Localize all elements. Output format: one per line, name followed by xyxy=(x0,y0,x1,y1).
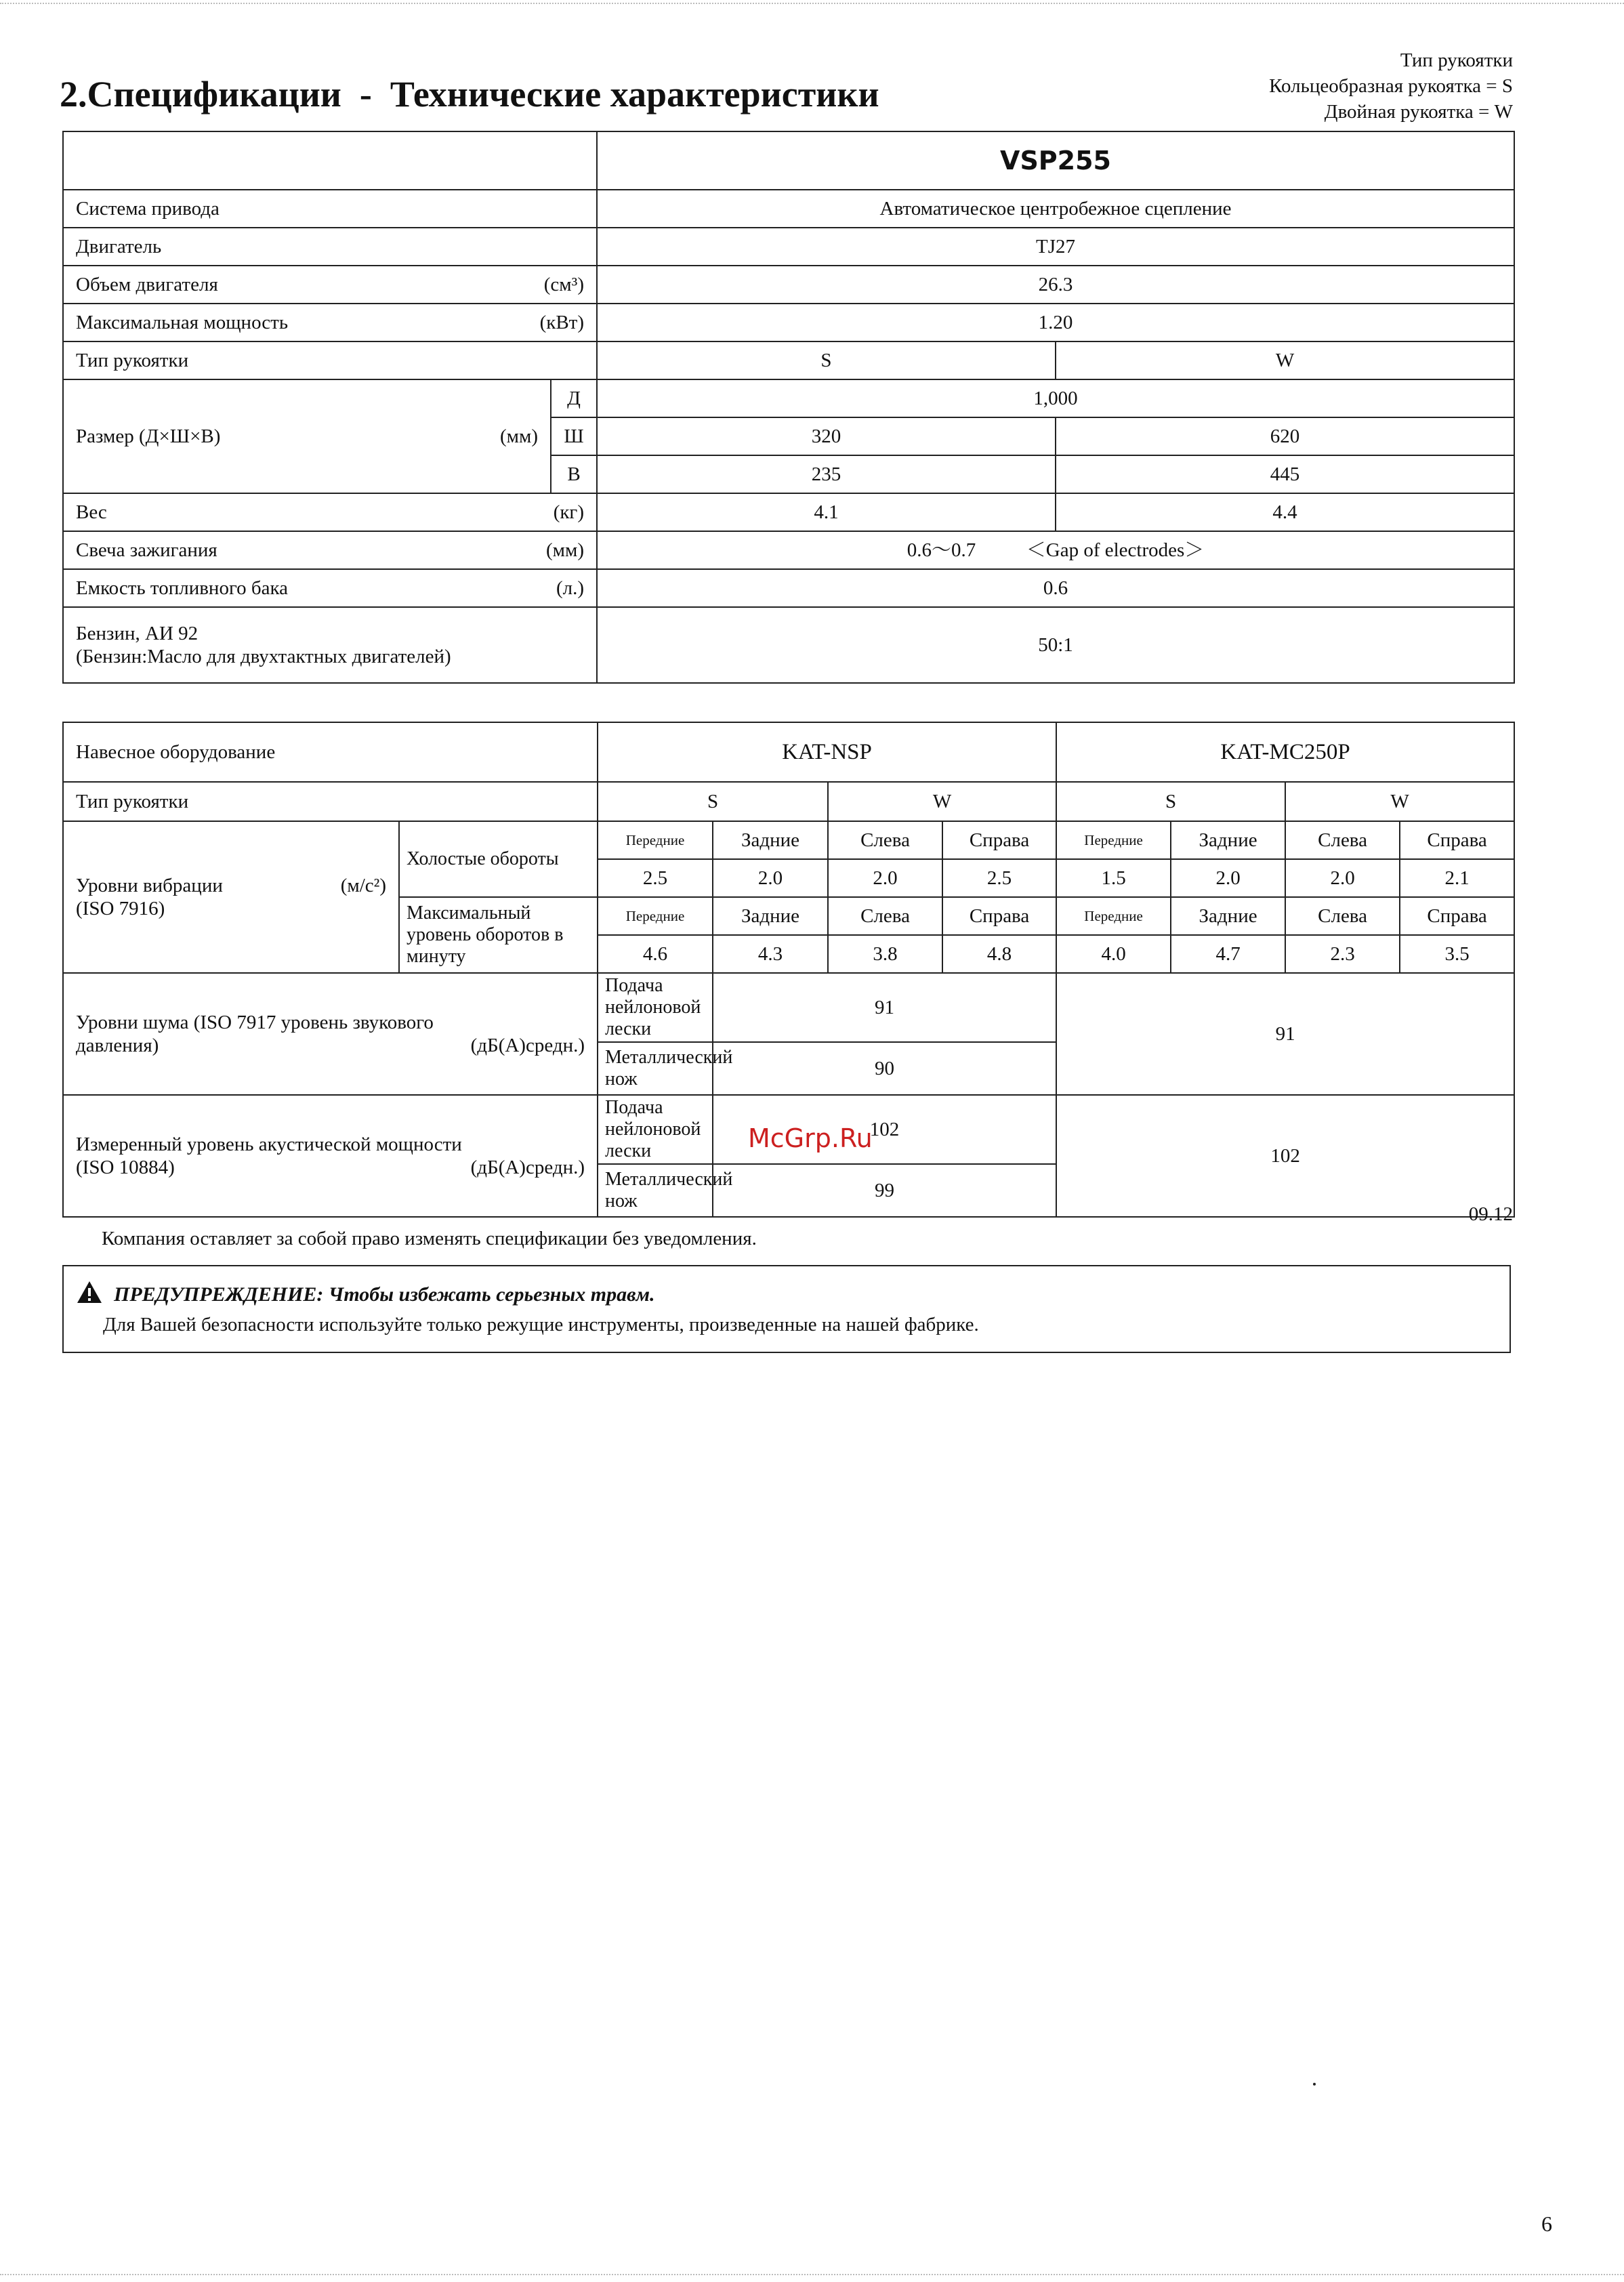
noise-label-1: Уровни шума (ISO 7917 уровень звукового xyxy=(76,1012,434,1033)
handle-type-key xyxy=(1269,47,1513,125)
scan-speck xyxy=(1313,2083,1316,2086)
size-length-key: Д xyxy=(551,379,597,417)
warning-title-row xyxy=(76,1280,655,1310)
vib-max-value: 4.0 xyxy=(1056,935,1171,973)
power-label: Максимальная мощность xyxy=(76,312,289,333)
weight-cell xyxy=(63,493,597,531)
vib-idle-value: 1.5 xyxy=(1056,859,1171,897)
equip-handle-mc-s: S xyxy=(1056,782,1285,821)
tank-label: Емкость топливного бака xyxy=(76,577,289,599)
size-label: Размер (Д×Ш×В) xyxy=(76,426,221,447)
power-value: 1.20 xyxy=(597,304,1514,341)
vib-position: Слева xyxy=(828,897,942,935)
equip-handle-nsp-w: W xyxy=(828,782,1056,821)
noise-metal-label: Металлический нож xyxy=(598,1042,713,1095)
weight-unit: (кг) xyxy=(553,501,584,523)
vib-idle-value: 2.0 xyxy=(713,859,828,897)
engine-label: Двигатель xyxy=(63,228,597,266)
vib-position: Справа xyxy=(1400,821,1514,859)
vibration-unit: (м/с²) xyxy=(340,875,386,896)
page-title: 2.Спецификации - Технические характеристики xyxy=(60,74,879,115)
displacement-value: 26.3 xyxy=(597,266,1514,304)
power-unit: (кВт) xyxy=(539,312,584,333)
watermark: McGrp.Ru xyxy=(748,1123,873,1153)
warning-body: Для Вашей безопасности используйте только режущие инструменты, произведенные на нашей фабрике. xyxy=(103,1314,979,1335)
vib-max-value: 2.3 xyxy=(1285,935,1400,973)
vib-idle-value: 2.0 xyxy=(828,859,942,897)
noise-label-2: давления) xyxy=(76,1035,159,1056)
warning-box xyxy=(62,1265,1511,1353)
vib-position: Задние xyxy=(1171,821,1285,859)
handle-s: S xyxy=(597,341,1056,379)
disclaimer: Компания оставляет за собой право изменять спецификации без уведомления. xyxy=(102,1228,757,1249)
model-name: VSP255 xyxy=(597,131,1514,190)
vib-max-value: 3.5 xyxy=(1400,935,1514,973)
fuel-label-1: Бензин, АИ 92 xyxy=(76,623,199,644)
vib-max-value: 4.3 xyxy=(713,935,828,973)
sound-power-unit: (дБ(А)средн.) xyxy=(470,1157,585,1178)
equip-handle-nsp-s: S xyxy=(598,782,828,821)
vib-idle-value: 2.5 xyxy=(598,859,713,897)
vib-position: Передние xyxy=(1056,821,1171,859)
vib-max-value: 4.8 xyxy=(942,935,1056,973)
size-height-key: В xyxy=(551,455,597,493)
sound-power-label-1: Измеренный уровень акустической мощности xyxy=(76,1134,462,1155)
handle-key-heading: Тип рукоятки xyxy=(1400,49,1513,71)
weight-label: Вес xyxy=(76,501,107,523)
vib-position: Слева xyxy=(1285,821,1400,859)
power-cell xyxy=(63,304,597,341)
vibration-standard: (ISO 7916) xyxy=(76,898,165,919)
vib-position: Передние xyxy=(1056,897,1171,935)
weight-s: 4.1 xyxy=(597,493,1056,531)
equipment-model-nsp: KAT-NSP xyxy=(598,722,1056,782)
vib-position: Слева xyxy=(1285,897,1400,935)
sound-power-label-cell xyxy=(63,1095,598,1217)
idle-label: Холостые обороты xyxy=(399,821,598,897)
spark-value-cell xyxy=(597,531,1514,569)
equip-handle-mc-w: W xyxy=(1285,782,1514,821)
weight-w: 4.4 xyxy=(1056,493,1514,531)
noise-mc250p-value: 91 xyxy=(1056,973,1514,1095)
size-width-s: 320 xyxy=(597,417,1056,455)
vib-position: Передние xyxy=(598,821,713,859)
vib-position: Справа xyxy=(942,821,1056,859)
vib-position: Задние xyxy=(1171,897,1285,935)
power-metal-value: 99 xyxy=(713,1164,1056,1217)
noise-metal-value: 90 xyxy=(713,1042,1056,1095)
size-width-w: 620 xyxy=(1056,417,1514,455)
power-metal-label: Металлический нож xyxy=(598,1164,713,1217)
power-mc250p-value: 102 xyxy=(1056,1095,1514,1217)
equipment-label: Навесное оборудование xyxy=(63,722,598,782)
vib-idle-value: 2.0 xyxy=(1171,859,1285,897)
handle-key-ring: Кольцеобразная рукоятка = S xyxy=(1269,75,1513,97)
noise-nylon-value: 91 xyxy=(713,973,1056,1042)
power-nylon-value: 102 xyxy=(713,1095,1056,1164)
handle-key-double: Двойная рукоятка = W xyxy=(1324,101,1513,123)
vib-position: Задние xyxy=(713,897,828,935)
spark-unit: (мм) xyxy=(545,539,584,561)
vib-max-value: 4.7 xyxy=(1171,935,1285,973)
vib-max-value: 3.8 xyxy=(828,935,942,973)
drive-label: Система привода xyxy=(63,190,597,228)
tank-unit: (л.) xyxy=(556,577,584,599)
engine-value: TJ27 xyxy=(597,228,1514,266)
size-cell xyxy=(63,379,551,493)
equip-handle-label: Тип рукоятки xyxy=(63,782,598,821)
noise-label-cell xyxy=(63,973,598,1095)
displacement-cell xyxy=(63,266,597,304)
drive-value: Автоматическое центробежное сцепление xyxy=(597,190,1514,228)
fuel-ratio: 50:1 xyxy=(597,607,1514,683)
vibration-label-cell xyxy=(63,821,399,973)
handle-w: W xyxy=(1056,341,1514,379)
vib-position: Справа xyxy=(1400,897,1514,935)
size-height-s: 235 xyxy=(597,455,1056,493)
spark-label: Свеча зажигания xyxy=(76,539,217,561)
spark-gap-value: 0.6～0.7 xyxy=(907,539,976,561)
spec-header-blank xyxy=(63,131,597,190)
vib-position: Слева xyxy=(828,821,942,859)
warning-title: ПРЕДУПРЕЖДЕНИЕ: Чтобы избежать серьезных травм. xyxy=(114,1283,655,1306)
tank-value: 0.6 xyxy=(597,569,1514,607)
vib-idle-value: 2.1 xyxy=(1400,859,1514,897)
size-width-key: Ш xyxy=(551,417,597,455)
spark-gap-note: ＜Gap of electrodes＞ xyxy=(1026,539,1205,561)
vib-max-value: 4.6 xyxy=(598,935,713,973)
vib-position: Справа xyxy=(942,897,1056,935)
handle-label: Тип рукоятки xyxy=(63,341,597,379)
scan-edge-top xyxy=(0,3,1624,4)
displacement-unit: (см³) xyxy=(543,274,584,295)
size-height-w: 445 xyxy=(1056,455,1514,493)
fuel-label-2: (Бензин:Масло для двухтактных двигателей) xyxy=(76,646,451,667)
vib-idle-value: 2.0 xyxy=(1285,859,1400,897)
noise-unit: (дБ(А)средн.) xyxy=(470,1035,585,1056)
warning-triangle-icon xyxy=(76,1280,103,1310)
vib-idle-value: 2.5 xyxy=(942,859,1056,897)
revision-date: 09.12 xyxy=(1468,1203,1513,1225)
spark-cell xyxy=(63,531,597,569)
noise-nylon-label: Подача нейлоновой лески xyxy=(598,973,713,1042)
page-number: 6 xyxy=(1541,2212,1552,2236)
fuel-cell xyxy=(63,607,597,683)
vib-position: Передние xyxy=(598,897,713,935)
size-unit: (мм) xyxy=(499,426,538,447)
equipment-model-mc250p: KAT-MC250P xyxy=(1056,722,1514,782)
displacement-label: Объем двигателя xyxy=(76,274,218,295)
vib-position: Задние xyxy=(713,821,828,859)
sound-power-label-2: (ISO 10884) xyxy=(76,1157,175,1178)
max-rpm-label: Максимальный уровень оборотов в минуту xyxy=(399,897,598,973)
vibration-label: Уровни вибрации xyxy=(76,875,223,896)
tank-cell xyxy=(63,569,597,607)
scan-edge-bottom xyxy=(0,2274,1624,2275)
spec-table xyxy=(62,131,1515,684)
power-nylon-label: Подача нейлоновой лески xyxy=(598,1095,713,1164)
size-length-value: 1,000 xyxy=(597,379,1514,417)
